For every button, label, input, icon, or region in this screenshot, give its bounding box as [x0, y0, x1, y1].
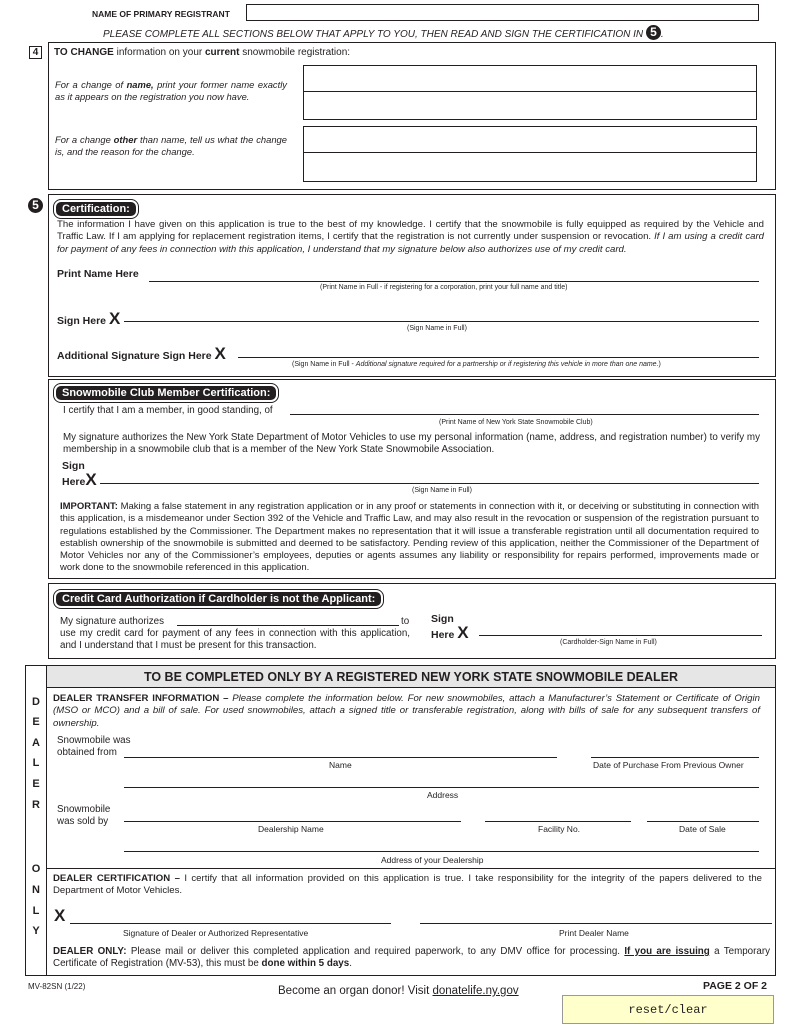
club-certify-text: I certify that I am a member, in good standing, of [63, 405, 273, 416]
sign-x-mark: X [108, 309, 121, 328]
dealer-certification-text: DEALER CERTIFICATION – I certify that all information provided on this application is true. I take responsibility for the integrity of the papers delivered to the Department of Motor Vehicles. [53, 873, 762, 897]
side-letter: E [32, 778, 40, 790]
side-letter: O [31, 863, 41, 875]
facility-number-caption: Facility No. [538, 824, 581, 834]
print-name-input[interactable] [149, 268, 759, 282]
print-name-caption: (Print Name in Full - if registering for a corporation, print your full name and title) [320, 284, 568, 291]
additional-signature-input[interactable] [238, 344, 759, 358]
club-signature-caption: (Sign Name in Full) [412, 487, 472, 494]
side-letter: R [32, 799, 40, 811]
primary-registrant-input[interactable] [246, 4, 759, 21]
side-letter: D [32, 696, 40, 708]
certification-title: Certification: [54, 200, 138, 218]
form-id: MV-82SN (1/22) [28, 982, 86, 991]
dealer-print-caption: Print Dealer Name [559, 928, 629, 938]
side-letter: N [32, 884, 40, 896]
side-letter: E [32, 716, 40, 728]
other-change-instructions: For a change other than name, tell us what the change is, and the reason for the change. [55, 134, 287, 158]
date-sale-caption: Date of Sale [679, 824, 726, 834]
dealer-print-name-input[interactable] [420, 912, 772, 924]
date-purchase-input[interactable] [591, 746, 759, 758]
credit-to-text: to [401, 616, 410, 627]
print-name-label: Print Name Here [57, 268, 139, 280]
dealer-address-input[interactable] [124, 840, 759, 852]
dealer-signature-input[interactable] [70, 912, 391, 924]
dealer-transfer-text: DEALER TRANSFER INFORMATION – Please complete the information below. For new snowmobiles, attach a Manufacturer’s Statement or Certificate of Origin (MSO or MCO) and a bill of sale. For used snowmobiles, attach a signed title or transferable registration, along with bills of sale for any subsequent transfers of ownership. [53, 693, 760, 729]
credit-sign-label: Sign Here X [431, 613, 469, 642]
club-signature-input[interactable] [100, 470, 759, 484]
page-number: PAGE 2 OF 2 [703, 980, 767, 992]
club-sign-label: Sign HereX [62, 460, 97, 489]
former-name-input-1[interactable] [303, 65, 757, 92]
credit-card-text: use my credit card for payment of any fees in connection with this application, and I understand that I must be present for this transaction. [60, 628, 410, 652]
additional-signature-label: Additional Signature Sign Here X [57, 344, 226, 363]
dealer-only-text: DEALER ONLY: Please mail or deliver this completed application and required paperwork, to any DMV office for processing. If you are issuing a Temporary Certificate of Registration (MV-53), this must be done within 5 days. [53, 946, 770, 970]
section-5-badge: 5 [28, 198, 43, 213]
section-4-number: 4 [29, 46, 42, 59]
dealership-name-input[interactable] [124, 810, 461, 822]
cardholder-signature-caption: (Cardholder-Sign Name in Full) [560, 639, 657, 646]
section-5-ref-badge: 5 [646, 25, 661, 40]
name-change-instructions: For a change of name, print your former name exactly as it appears on the registration you now have. [55, 79, 287, 103]
instruction-text: PLEASE COMPLETE ALL SECTIONS BELOW THAT APPLY TO YOU, THEN READ AND SIGN THE CERTIFICATION IN 5 . [103, 25, 664, 40]
club-name-input[interactable] [290, 403, 759, 415]
dealer-side-divider [46, 665, 47, 976]
sign-here-label: Sign Here X [57, 309, 121, 328]
credit-card-title: Credit Card Authorization if Cardholder is not the Applicant: [54, 590, 383, 608]
date-sale-input[interactable] [647, 810, 759, 822]
side-letter: A [32, 737, 40, 749]
date-purchase-caption: Date of Purchase From Previous Owner [593, 760, 744, 770]
dealer-address-caption: Address of your Dealership [381, 855, 484, 865]
certification-text: The information I have given on this application is true to the best of my knowledge. I certify that the snowmobile is fully equipped as required by the Vehicle and Traffic Law. If I am applying for replacement registration items, I certify that the registration is not currently under suspension or revocation. If I am using a credit card for payment of any fees in connection with this application, I understand that my signature below also authorizes use of my credit card. [57, 219, 764, 255]
other-change-input-1[interactable] [303, 126, 757, 153]
obtained-from-name-input[interactable] [124, 746, 557, 758]
dealer-sign-x-mark: X [54, 906, 66, 925]
side-letter: L [32, 757, 40, 769]
signature-caption: (Sign Name in Full) [407, 325, 467, 332]
side-letter: Y [32, 925, 40, 937]
club-sign-x-mark: X [85, 470, 97, 489]
dealer-signature-caption: Signature of Dealer or Authorized Representative [123, 928, 309, 938]
important-notice: IMPORTANT: Making a false statement in any registration application or in any proof or statements in connection with it, or deceiving or substituting in connection with this application, is a misdemeanor under Section 392 of the Vehicle and Traffic Law, and may also result in the revocation or suspension of the registration pursuant to regulations established by the Commissioner. The Department makes no representation that it will issue a transferable registration until all documentation required to establish ownership of the snowmobile is submitted and deemed to be satisfactory. Pending review of this application, neither the Commissioner of the Department of Motor Vehicles nor any of the Commissioner’s employees, deputies or agents assumes any liability or responsibility for repairs performed, improvements made or work done to the snowmobile referenced in this application. [60, 501, 759, 574]
primary-registrant-label: NAME OF PRIMARY REGISTRANT [92, 9, 230, 19]
address-caption: Address [427, 790, 459, 800]
club-authorize-text: My signature authorizes the New York State Department of Motor Vehicles to use my personal information (name, address, and registration number) to verify my membership in a snowmobile club that is a member of the New York State Snowmobile Association. [63, 432, 760, 456]
dealer-banner-text: TO BE COMPLETED ONLY BY A REGISTERED NEW YORK STATE SNOWMOBILE DEALER [143, 670, 679, 684]
former-name-input-2[interactable] [303, 91, 757, 120]
dealership-name-caption: Dealership Name [258, 824, 324, 834]
reset-clear-button[interactable]: reset/clear [562, 995, 774, 1024]
sold-by-label: Snowmobile was sold by [57, 804, 111, 827]
obtained-name-caption: Name [329, 760, 352, 770]
obtained-address-input[interactable] [124, 776, 759, 788]
club-name-caption: (Print Name of New York State Snowmobile Club) [439, 419, 593, 426]
other-change-input-2[interactable] [303, 152, 757, 182]
cardholder-authorizes-input[interactable] [177, 614, 399, 626]
additional-sig-x-mark: X [214, 344, 226, 363]
organ-donor-link[interactable]: donatelife.ny.gov [432, 985, 519, 997]
signature-input[interactable] [124, 308, 759, 322]
dealer-cert-divider [46, 868, 776, 869]
obtained-from-label: Snowmobile was obtained from [57, 735, 131, 758]
organ-donor-text: Become an organ donor! Visit donatelife.ny.gov [278, 985, 519, 997]
section-4-title: TO CHANGE information on your current snowmobile registration: [54, 47, 351, 58]
cardholder-signature-input[interactable] [479, 622, 762, 636]
additional-signature-caption: (Sign Name in Full - Additional signature required for a partnership or if registering this vehicle in more than one name.) [292, 361, 661, 368]
credit-authorizes-text: My signature authorizes [60, 616, 165, 627]
facility-number-input[interactable] [485, 810, 631, 822]
club-title: Snowmobile Club Member Certification: [54, 384, 278, 402]
credit-sign-x-mark: X [457, 623, 469, 642]
side-letter: L [32, 905, 40, 917]
